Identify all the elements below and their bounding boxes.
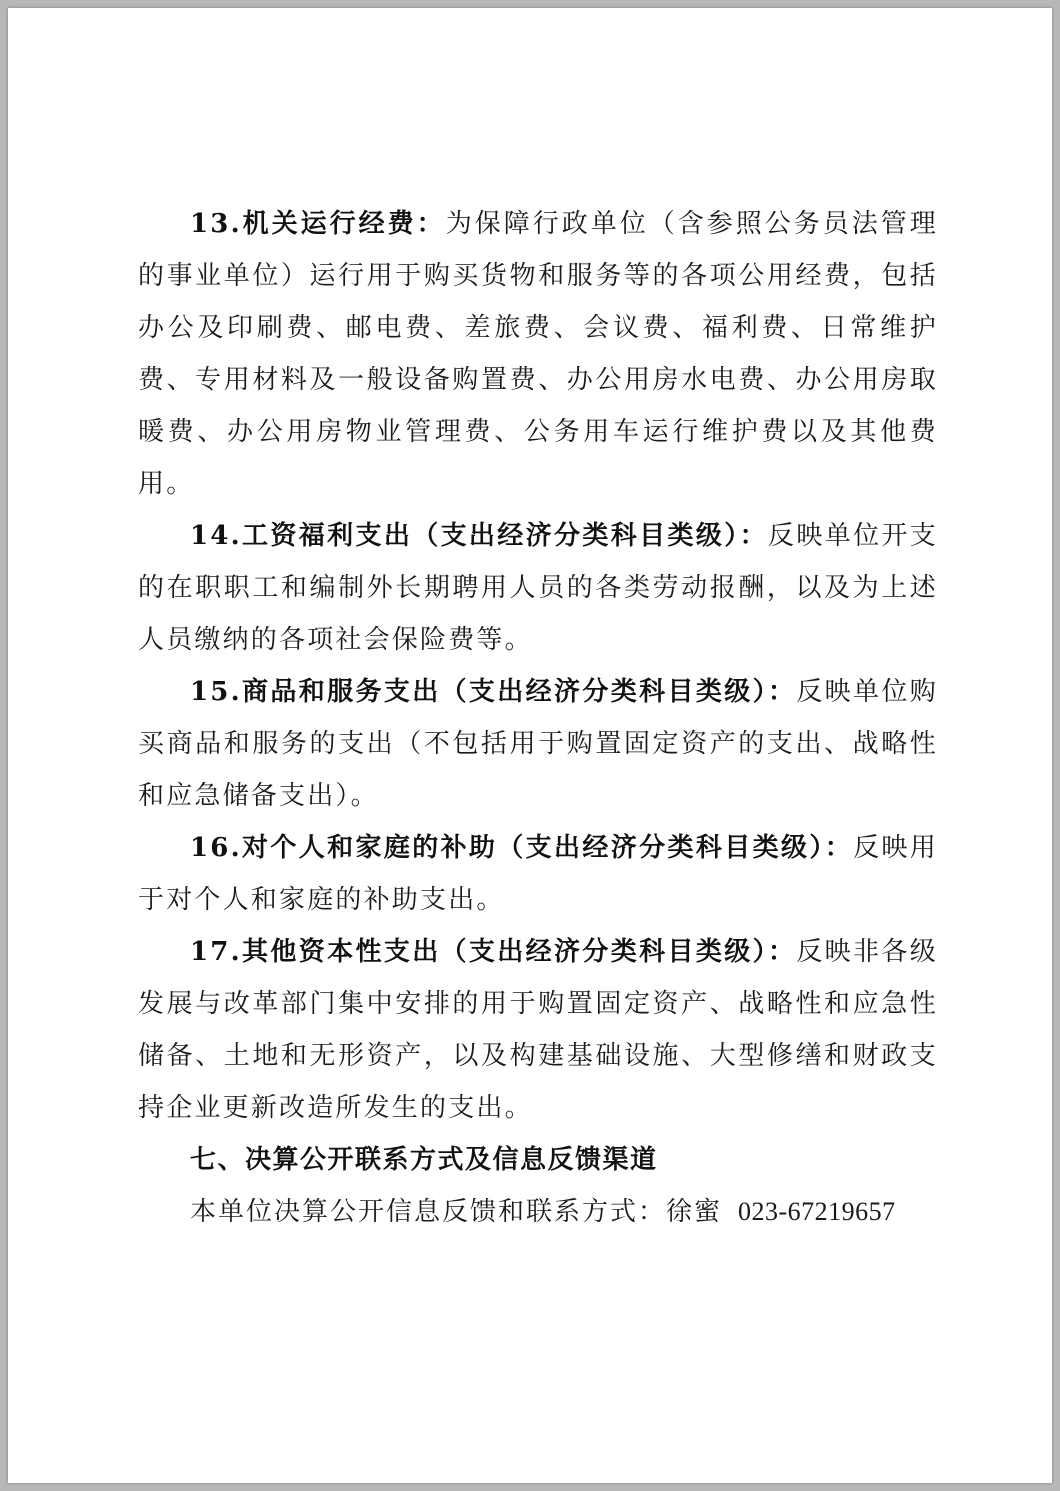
contact-line (138, 1186, 938, 1238)
definition-term: 17.其他资本性支出（支出经济分类科目类级）： (190, 937, 797, 967)
definition-paragraph-14 (138, 510, 938, 666)
definition-text: 为保障行政单位（含参照公务员法管理的事业单位）运行用于购买货物和服务等的各项公用经费，包括办公及印刷费、邮电费、差旅费、会议费、福利费、日常维护费、专用材料及一般设备购置费、办公用房水电费、办公用房取暖费、办公用房物业管理费、公务用车运行维护费以及其他费用。 (138, 209, 938, 499)
definition-text: 反映单位购买商品和服务的支出（不包括用于购置固定资产的支出、战略性和应急储备支出）。 (138, 677, 938, 811)
definition-text: 反映单位开支的在职职工和编制外长期聘用人员的各类劳动报酬，以及为上述人员缴纳的各项社会保险费等。 (138, 521, 939, 655)
definition-term: 13.机关运行经费： (190, 209, 446, 239)
contact-text: 本单位决算公开信息反馈和联系方式：徐蜜 (190, 1197, 723, 1227)
definition-paragraph-13 (138, 198, 938, 510)
document-body (138, 198, 938, 1238)
definition-paragraph-16 (138, 822, 938, 926)
contact-phone: 023-67219657 (738, 1197, 896, 1226)
definition-term: 16.对个人和家庭的补助（支出经济分类科目类级）： (190, 833, 854, 863)
definition-text: 反映非各级发展与改革部门集中安排的用于购置固定资产、战略性和应急性储备、土地和无形资产，以及构建基础设施、大型修缮和财政支持企业更新改造所发生的支出。 (138, 937, 938, 1123)
section-heading: 七、决算公开联系方式及信息反馈渠道 (190, 1145, 658, 1175)
definition-text: 反映用于对个人和家庭的补助支出。 (138, 833, 938, 915)
definition-paragraph-15 (138, 666, 938, 822)
definition-term: 14.工资福利支出（支出经济分类科目类级）： (190, 521, 768, 551)
definition-paragraph-17 (138, 926, 938, 1134)
document-page (8, 8, 1052, 1483)
definition-term: 15.商品和服务支出（支出经济分类科目类级）： (190, 677, 797, 707)
